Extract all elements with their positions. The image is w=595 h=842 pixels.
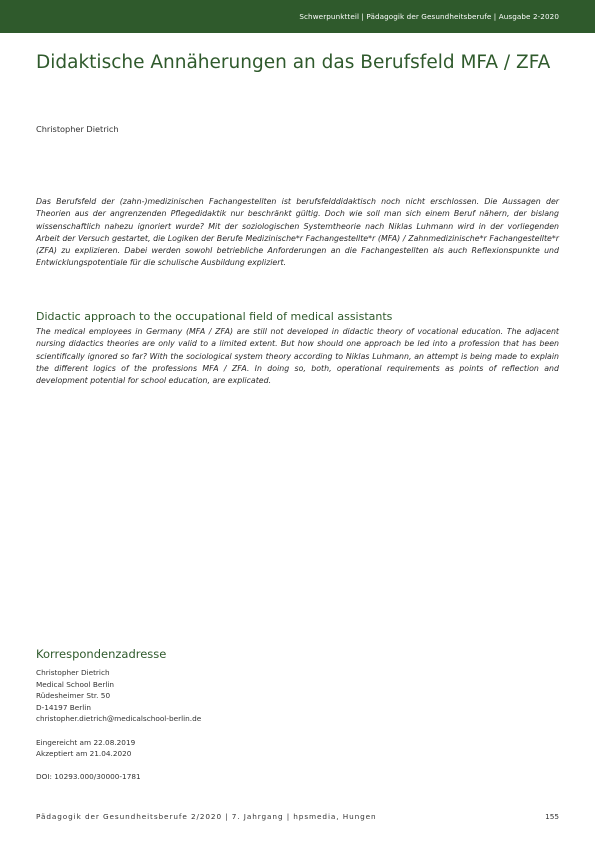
correspondence-heading: Korrespondenzadresse xyxy=(36,647,167,661)
submitted-date: Eingereicht am 22.08.2019 xyxy=(36,737,136,747)
running-head: Schwerpunktteil | Pädagogik der Gesundheitsberufe | Ausgabe 2-2020 xyxy=(299,12,559,21)
correspondence-email[interactable]: christopher.dietrich@medicalschool-berlin.de xyxy=(36,714,202,724)
doi[interactable]: DOI: 10293.000/30000-1781 xyxy=(36,772,141,782)
correspondence-institution: Medical School Berlin xyxy=(36,679,114,689)
spacer xyxy=(36,725,336,737)
header-bar xyxy=(0,0,595,33)
correspondence-block xyxy=(36,667,336,783)
english-title: Didactic approach to the occupational field of medical assistants xyxy=(36,310,393,323)
page-number: 155 xyxy=(545,812,559,821)
article-title: Didaktische Annäherungen an das Berufsfeld MFA / ZFA xyxy=(36,52,551,73)
abstract-german: Das Berufsfeld der (zahn-)medizinischen Fachangestellten ist berufsfelddidaktisch noch nicht erschlossen. Die Aussagen der Theorien aus der angrenzenden Pflegedidaktik nur beschränkt gültig. Doch wie soll man sich einem Beruf nähern, der bislang wissenschaftlich nahezu ignoriert wurde? Mit der soziologischen Systemtheorie nach Niklas Luhmann wird in der vorliegenden Arbeit der Versuch gestartet, die Logiken der Berufe Medizinische*r Fachangestellte*r (MFA) / Zahnmedizinische*r Fachangestellte*r (ZFA) zu explizieren. Dabei werden sowohl betriebliche Anforderungen an die Fachangestellten als auch Reflexionspunkte und Entwicklungspotentiale für die schulische Ausbildung expliziert. xyxy=(36,197,559,268)
correspondence-street: Rüdesheimer Str. 50 xyxy=(36,691,111,701)
correspondence-city: D-14197 Berlin xyxy=(36,702,91,712)
spacer xyxy=(36,760,336,772)
abstract-english: The medical employees in Germany (MFA / ZFA) are still not developed in didactic theory of vocational education. The adjacent nursing didactics theories are only valid to a limited extent. But how should one approach be led into a profession that has been scientifically ignored so far? With the sociological system theory according to Niklas Luhmann, an attempt is being made to explain the different logics of the professions MFA / ZFA. In doing so, both, operational requirements as points of reflection and development potential for school education, are explicated. xyxy=(36,327,559,386)
footer-journal-info: Pädagogik der Gesundheitsberufe 2/2020 | 7. Jahrgang | hpsmedia, Hungen xyxy=(36,812,377,821)
article-author: Christopher Dietrich xyxy=(36,124,119,134)
accepted-date: Akzeptiert am 21.04.2020 xyxy=(36,749,132,759)
correspondence-name: Christopher Dietrich xyxy=(36,668,110,677)
